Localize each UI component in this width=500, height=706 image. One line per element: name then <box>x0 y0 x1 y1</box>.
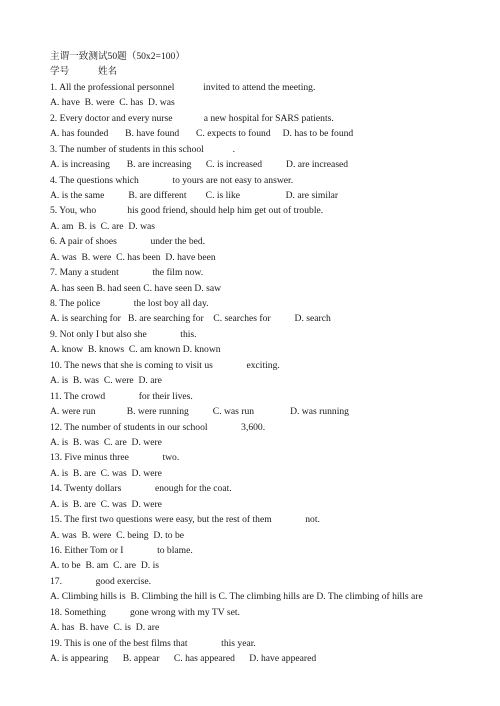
text-line: A. was B. were C. has been D. have been <box>50 251 216 263</box>
text-line: A. has B. have C. is D. are <box>50 622 160 634</box>
text-line: A. is searching for B. are searching for C. searches for D. search <box>50 313 331 325</box>
text-line: 7. Many a student the film now. <box>50 267 204 279</box>
text-line: A. was B. were C. being D. to be <box>50 529 185 541</box>
text-line: 5. You, who his good friend, should help him get out of trouble. <box>50 205 324 217</box>
text-line: 12. The number of students in our school 3,600. <box>50 421 266 433</box>
text-line: A. have B. were C. has D. was <box>50 97 175 109</box>
text-line: A. is B. are C. was D. were <box>50 498 162 510</box>
text-line: A. am B. is C. are D. was <box>50 220 155 232</box>
text-line: A. is increasing B. are increasing C. is increased D. are increased <box>50 159 349 171</box>
text-lines <box>50 49 482 667</box>
text-line: 18. Something gone wrong with my TV set. <box>50 606 240 618</box>
text-line: A. is B. was C. are D. were <box>50 436 162 448</box>
text-line: A. has seen B. had seen C. have seen D. saw <box>50 282 222 294</box>
text-line: A. is B. are C. was D. were <box>50 467 162 479</box>
text-line: 15. The first two questions were easy, but the rest of them not. <box>50 514 320 526</box>
text-line: 19. This is one of the best films that this year. <box>50 637 256 649</box>
text-line: 学号 姓名 <box>50 66 118 78</box>
text-line: 14. Twenty dollars enough for the coat. <box>50 483 232 495</box>
text-line: A. to be B. am C. are D. is <box>50 560 159 572</box>
text-line: A. has founded B. have found C. expects to found D. has to be found <box>50 128 354 140</box>
text-line: 1. All the professional personnel invited to attend the meeting. <box>50 81 316 93</box>
text-line: 9. Not only I but also she this. <box>50 328 197 340</box>
text-line: 16. Either Tom or I to blame. <box>50 545 193 556</box>
text-line: 11. The crowd for their lives. <box>50 390 193 402</box>
text-line: A. is the same B. are different C. is like D. are similar <box>50 189 339 201</box>
text-line: 4. The questions which to yours are not easy to answer. <box>50 174 294 186</box>
text-line: 17. good exercise. <box>50 575 151 587</box>
text-line: A. know B. knows C. am known D. known <box>50 344 221 356</box>
text-line: A. is B. was C. were D. are <box>50 375 162 387</box>
text-line: 10. The news that she is coming to visit us exciting. <box>50 359 280 371</box>
text-line: A. Climbing hills is B. Climbing the hill is C. The climbing hills are D. The climbing of hills are <box>50 591 423 603</box>
text-line: A. were run B. were running C. was run D. was running <box>50 406 349 418</box>
text-line: 主谓一致测试50题（50x2=100） <box>50 51 185 62</box>
text-line: 8. The police the lost boy all day. <box>50 298 209 309</box>
text-line: 13. Five minus three two. <box>50 452 180 464</box>
text-line: 3. The number of students in this school . <box>50 143 236 155</box>
text-line: 2. Every doctor and every nurse a new hospital for SARS patients. <box>50 112 334 124</box>
text-line: 6. A pair of shoes under the bed. <box>50 236 206 248</box>
text-line: A. is appearing B. appear C. has appeared D. have appeared <box>50 653 317 665</box>
